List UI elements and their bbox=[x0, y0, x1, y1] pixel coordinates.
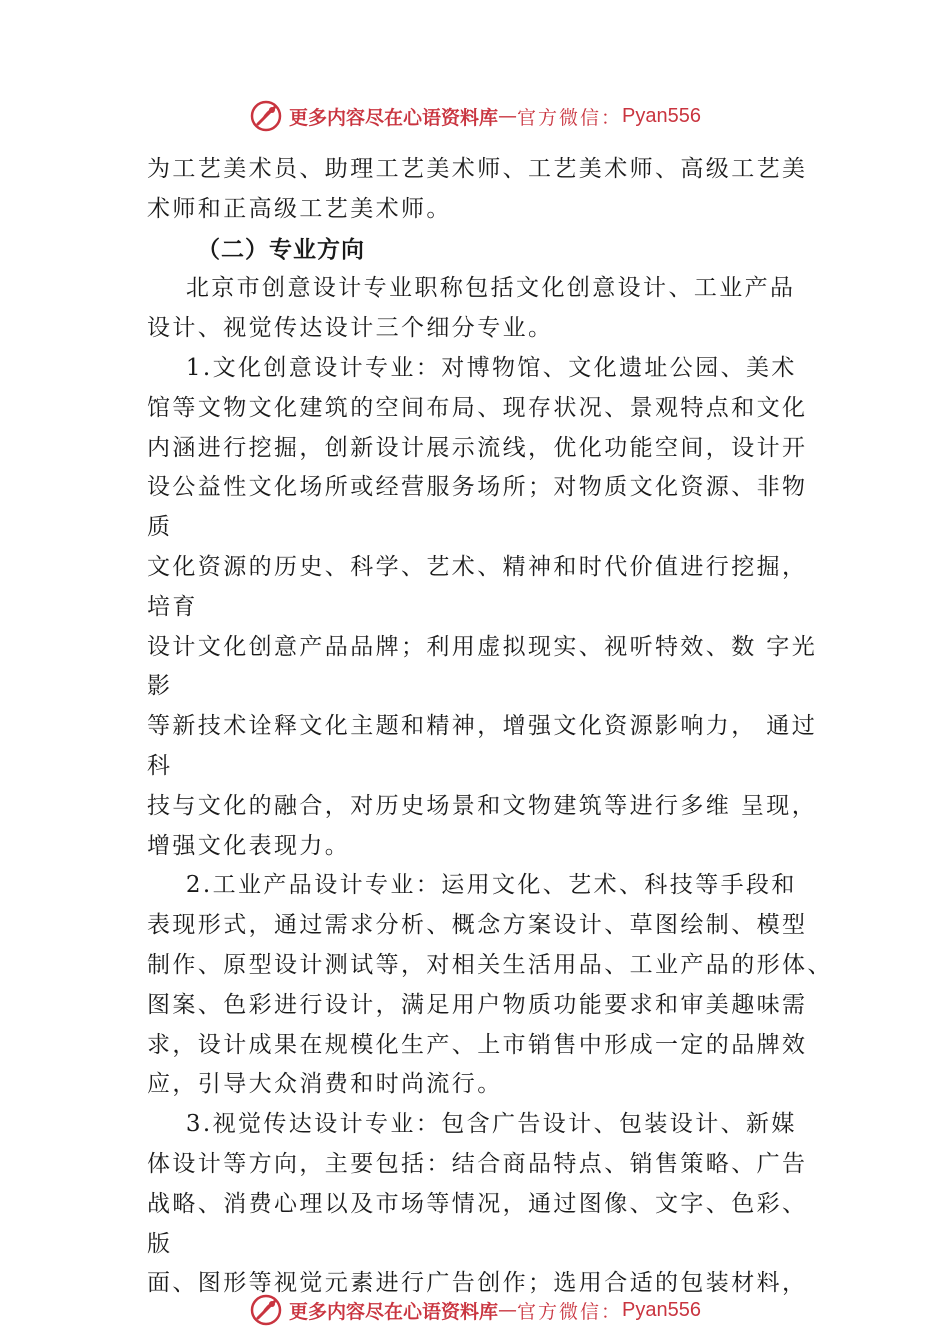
quill-logo-icon bbox=[249, 99, 283, 133]
text-line: 内涵进行挖掘，创新设计展示流线，优化功能空间，设计开 bbox=[147, 434, 808, 461]
text-line: 面、图形等视觉元素进行广告创作；选用合适的包装材料， bbox=[147, 1270, 808, 1297]
text-line: 2.工业产品设计专业：运用文化、艺术、科技等手段和 bbox=[147, 872, 797, 899]
text-line: 为工艺美术员、助理工艺美术师、工艺美术师、高级工艺美 bbox=[147, 156, 808, 182]
quill-logo-icon bbox=[249, 1293, 283, 1327]
text-line: 战略、消费心理以及市场等情况，通过图像、文字、色彩、 版 bbox=[147, 1190, 818, 1257]
watermark-dash: — bbox=[498, 1299, 518, 1321]
text-line: 文化资源的历史、科学、艺术、精神和时代价值进行挖掘， 培育 bbox=[147, 553, 818, 620]
text-line: 增强文化表现力。 bbox=[147, 832, 351, 859]
text-line: 技与文化的融合，对历史场景和文物建筑等进行多维 呈现， bbox=[147, 792, 818, 819]
watermark-wechat-id: Pyan556 bbox=[622, 1298, 701, 1321]
text-line: 应，引导大众消费和时尚流行。 bbox=[147, 1071, 503, 1098]
text-line: 1.文化创意设计专业：对博物馆、文化遗址公园、美术 bbox=[147, 354, 797, 381]
watermark-footer bbox=[0, 1290, 950, 1330]
section-heading: （二）专业方向 bbox=[197, 235, 365, 263]
text-line: 北京市创意设计专业职称包括文化创意设计、工业产品 bbox=[147, 275, 796, 302]
text-line: 设公益性文化场所或经营服务场所；对物质文化资源、非物 质 bbox=[147, 474, 818, 541]
watermark-main-text: 更多内容尽在心语资料库 bbox=[289, 106, 499, 129]
text-line: 3.视觉传达设计专业：包含广告设计、包装设计、新媒 bbox=[147, 1111, 797, 1138]
text-line: 设计文化创意产品品牌；利用虚拟现实、视听特效、数 字光影 bbox=[147, 633, 818, 700]
watermark-wechat-id: Pyan556 bbox=[622, 104, 701, 127]
watermark-header bbox=[0, 96, 950, 136]
text-line: 求，设计成果在规模化生产、上市销售中形成一定的品牌效 bbox=[147, 1031, 808, 1058]
watermark-main-text: 更多内容尽在心语资料库 bbox=[289, 1300, 499, 1323]
text-line: 馆等文物文化建筑的空间布局、现存状况、景观特点和文化 bbox=[147, 394, 808, 421]
watermark-dash: — bbox=[498, 105, 518, 127]
text-line: 体设计等方向，主要包括：结合商品特点、销售策略、广告 bbox=[147, 1150, 808, 1177]
text-line: 术师和正高级工艺美术师。 bbox=[147, 195, 452, 222]
text-line: 图案、色彩进行设计，满足用户物质功能要求和审美趣味需 bbox=[147, 991, 808, 1018]
text-line: 设计、视觉传达设计三个细分专业。 bbox=[147, 315, 554, 342]
watermark-tail-text: 官方微信： bbox=[517, 1300, 623, 1323]
text-line: 表现形式，通过需求分析、概念方案设计、草图绘制、模型 bbox=[147, 912, 808, 939]
text-line: 制作、原型设计测试等，对相关生活用品、工业产品的形体、 bbox=[147, 951, 833, 978]
text-line: 等新技术诠释文化主题和精神，增强文化资源影响力， 通过科 bbox=[147, 713, 818, 779]
watermark-tail-text: 官方微信： bbox=[517, 106, 623, 129]
document-body bbox=[147, 150, 837, 1304]
